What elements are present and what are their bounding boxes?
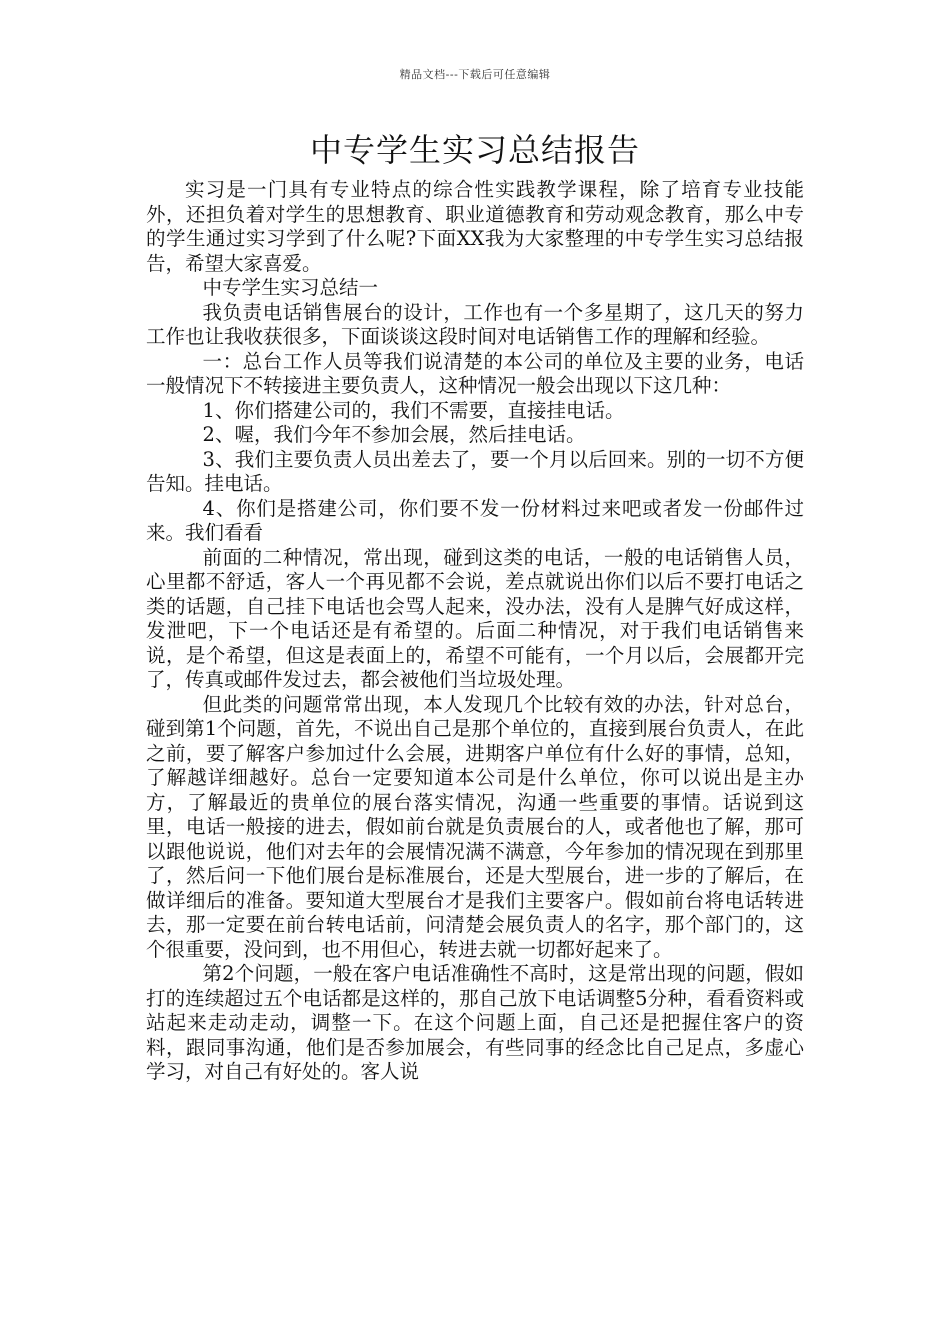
header-note: 精品文档---下载后可任意编辑 [399, 68, 551, 81]
list-item: 2、喔，我们今年不参加会展，然后挂电话。 [202, 423, 586, 446]
list-item: 4、你们是搭建公司，你们要不发一份材料过来吧或者发一份邮件过来。我们看看 [146, 496, 804, 544]
paragraph: 前面的二种情况，常出现，碰到这类的电话，一般的电话销售人员，心里都不舒适，客人一个再见都不会说，差点就说出你们以后不要打电话之类的话题，自己挂下电话也会骂人起来，没办法，没有人是脾气好成这样，发泄吧，下一个电话还是有希望的。后面二种情况，对于我们电话销售来说，是个希望，但这是表面上的，希望不可能有，一个月以后，会展都开完了，传真或邮件发过去，都会被他们当垃圾处理。 [146, 545, 804, 691]
paragraph: 一：总台工作人员等我们说清楚的本公司的单位及主要的业务，电话一般情况下不转接进主要负责人，这种情况一般会出现以下这几种： [146, 349, 804, 397]
list-item: 3、我们主要负责人员出差去了，要一个月以后回来。别的一切不方便告知。挂电话。 [146, 447, 804, 495]
list-item: 1、你们搭建公司的，我们不需要，直接挂电话。 [202, 398, 625, 422]
paragraph-intro: 实习是一门具有专业特点的综合性实践教学课程，除了培育专业技能外，还担负着对学生的思想教育、职业道德教育和劳动观念教育，那么中专的学生通过实习学到了什么呢?下面XX我为大家整理的中专学生实习总结报告，希望大家喜爱。 [146, 178, 804, 275]
document-title: 中专学生实习总结报告 [309, 131, 640, 169]
paragraph: 但此类的问题常常出现，本人发现几个比较有效的办法，针对总台，碰到第1个问题，首先，不说出自己是那个单位的，直接到展台负责人，在此之前，要了解客户参加过什么会展，进期客户单位有什么好的事情，总知，了解越详细越好。总台一定要知道本公司是什么单位，你可以说出是主办方，了解最近的贵单位的展台落实情况，沟通一些重要的事情。话说到这里，电话一般接的进去，假如前台就是负责展台的人，或者他也了解，那可以跟他说说，他们对去年的会展情况满不满意，今年参加的情况现在到那里了，然后问一下他们展台是标准展台，还是大型展台，进一步的了解后，在做详细后的准备。要知道大型展台才是我们主要客户。假如前台将电话转进去，那一定要在前台转电话前，问清楚会展负责人的名字，那个部门的，这个很重要，没问到，也不用但心，转进去就一切都好起来了。 [146, 692, 804, 961]
paragraph: 我负责电话销售展台的设计，工作也有一个多星期了，这几天的努力工作也让我收获很多，下面谈谈这段时间对电话销售工作的理解和经验。 [146, 300, 804, 348]
section-heading: 中专学生实习总结一 [202, 276, 379, 299]
paragraph: 第2个问题，一般在客户电话准确性不高时，这是常出现的问题，假如打的连续超过五个电话都是这样的，那自己放下电话调整5分种，看看资料或站起来走动走动，调整一下。在这个问题上面，自己还是把握住客户的资料，跟同事沟通，他们是否参加展会，有些同事的经念比自己足点，多虚心学习，对自己有好处的。客人说 [146, 962, 804, 1083]
document-body [146, 178, 804, 1085]
